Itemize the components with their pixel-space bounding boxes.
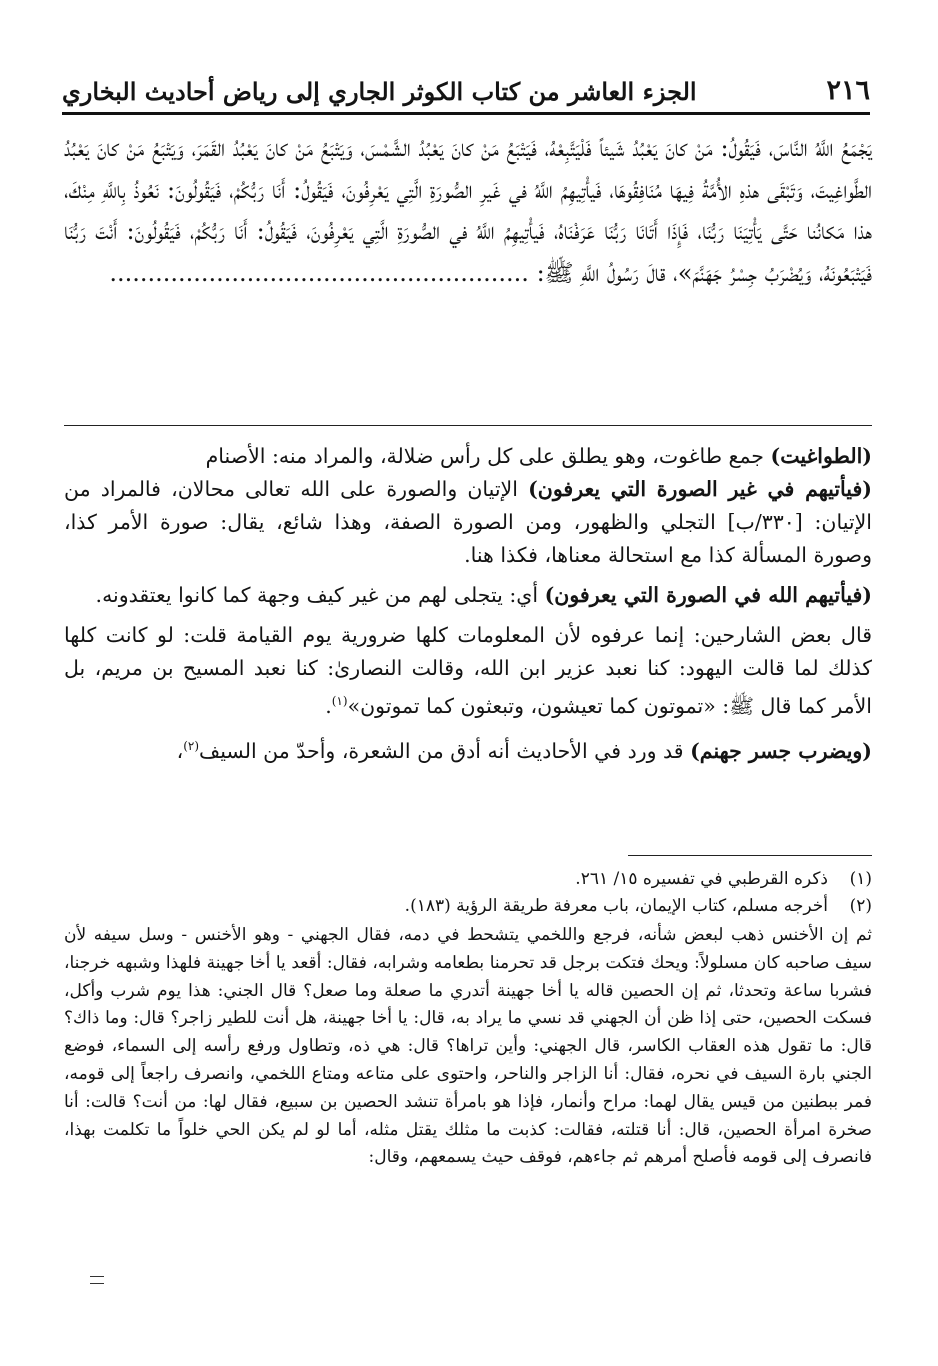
term-heading: (ويضرب جسر جهنم) bbox=[690, 738, 872, 763]
footnotes-block bbox=[64, 866, 872, 1172]
term-heading: (فيأتيهم في غير الصورة التي يعرفون) bbox=[528, 477, 872, 501]
commentary-block bbox=[64, 440, 872, 775]
footnote-text: ذكره القرطبي في تفسيره ١٥/ ٢٦١. bbox=[575, 869, 828, 889]
section-divider bbox=[64, 425, 872, 426]
term-heading: (الطواغيت) bbox=[770, 444, 872, 468]
ellipsis-dots: ....................................................... bbox=[109, 258, 529, 287]
hadith-text-block bbox=[64, 128, 872, 294]
running-title: الجزء العاشر من كتاب الكوثر الجاري إلى رياض أحاديث البخاري bbox=[62, 77, 697, 106]
page-header bbox=[62, 62, 870, 115]
footnote-item bbox=[64, 893, 872, 920]
commentary-paragraph: (فيأتيهم الله في الصورة التي يعرفون) أي: يتجلى لهم من غير كيف وجهة كما كانوا يعتقدونه. bbox=[95, 583, 872, 607]
footnote-body-text: ثم إن الأخنس ذهب لبعض شأنه، فرجع واللخمي يتشحط في دمه، فقال الجهني - وهو الأخنس - وسل سيفه لأن سيف صاحبه كان مسلولاً: ويحك فتكت برجل قد تحرمنا بطعامه وشرابه، فقال: أقعد يا أخا جهينة فلهذا وشبهه خرجنا، فشربا ساعة وتحدثا، ثم إن الحصين قاله يا أخا جهينة أتدري ما صعلة وما صعل؟ قال الجني: هذا يوم شرب وأكل، فسكت الحصين، حتى إذا ظن أن الجهني قد نسي ما يراد به، قال: يا أخا جهينة، هل أنت للطير زاجر؟ قال: وما ذاك؟ قال: ما تقول هذه العقاب الكاسر، قال الجهني: وأين تراها؟ قال: هي ذه، وتطاول ورفع رأسه إلى السماء، فوضع الجني بارة السيف في نحره، فقال: أنا الزاجر والناحر، واحتوى على متاعه ومتاع اللخمي، وانصرف راجعاً إلى قومه، فمر ببطنين من قيس يقال لهما: مراح وأنمار، فإذا هو بامرأة تنشد الحصين بن سبيع، فقال لها: من أنت؟ قالت: أنا صخرة امرأة الحصين، قال: أنا قتلته، فقالت: كذبت ما مثلك يقتل مثله، أما لو لم يكن الحي خلواً ما تكلمت بهذا، فانصرف إلى قومه فأصلح أمرهم ثم جاءهم، فوقف حيث يسمعهم، وقال: bbox=[64, 925, 872, 1168]
footnote-divider bbox=[628, 855, 872, 856]
hadith-text: يَجْمَعُ اللَّهُ النَّاسَ، فَيَقُولُ: مَنْ كانَ يَعْبُدُ شَيئاً فَلْيَتَّبِعْهُ، فَيَتْبَعُ مَنْ كانَ يَعْبُدُ الشَّمْسَ، وَيَتْبَعُ مَنْ كانَ يَعْبُدُ القَمَرَ، وَيَتْبَعُ مَنْ كانَ يَعْبُدُ الطَّواغِيتَ، وَتَبْقَى هذهِ الأُمَّةُ فِيهَا مُنَافِقُوهَا، فَيأْتِيهِمُ اللَّهُ في غَيرِ الصُّورَةِ الَّتِي يَعْرِفُونَ، فَيَقُولُ: أَنَا رَبُّكُمْ، فَيَقُولُونَ: نَعُوذُ بِاللَّهِ مِنْكَ، هذا مَكانُنا حَتَّى يَأْتِيَنَا رَبُّنَا، فَإِذَا أَتَانَا رَبُّنَا عَرَفْنَاهُ، فَيأْتِيهِمُ اللَّهُ في الصُّورَةِ الَّتِي يَعْرِفُونَ، فَيَقُولُ: أَنَا رَبُّكُمْ، فَيَقُولُونَ: أَنْتَ رَبُّنَا فَيَتْبَعُونَهُ، وَيُضْرَبُ جِسْرُ جَهَنَّمَ»، قالَ رَسُولُ اللَّهِ ﷺ: bbox=[64, 134, 872, 287]
page-number: ٢١٦ bbox=[826, 75, 870, 106]
footnote-ref[interactable]: (٢) bbox=[183, 738, 200, 753]
commentary-paragraph: (الطواغيت) جمع طاغوت، وهو يطلق على كل رأس ضلالة، والمراد منه: الأصنام (فيأتيهم في غير الصورة التي يعرفون) الإتيان والصورة على الله تعالى محالان، فالمراد من الإتيان: [٣٣٠/ب] التجلي والظهور، ومن الصورة الصفة، وهذا شائع، يقال: صورة الأمر كذا، وصورة المسألة كذا مع استحالة معناها، فكذا هنا. bbox=[64, 444, 872, 567]
footnote-number: (١) bbox=[849, 869, 872, 889]
footnote-item bbox=[64, 866, 872, 893]
term-heading: (فيأتيهم الله في الصورة التي يعرفون) bbox=[544, 583, 872, 607]
commentary-paragraph: قال بعض الشارحين: إنما عرفوه لأن المعلومات كلها ضرورية يوم القيامة قلت: لو كانت كلها كذلك لما قالت اليهود: كنا نعبد عزير ابن الله، وقالت النصارىٰ: كنا نعبد المسيح بن مريم، بل الأمر كما قال ﷺ: «تموتون كما تعيشون، وتبعثون كما تموتون»$^{(١)}$. bbox=[64, 623, 873, 718]
commentary-paragraph: (ويضرب جسر جهنم) قد ورد في الأحاديث أنه أدق من الشعرة، وأحدّ من السيف$^{(٢)}$، bbox=[176, 738, 872, 763]
continuation-mark bbox=[90, 1276, 104, 1284]
footnote-text: أخرجه مسلم، كتاب الإيمان، باب معرفة طريقة الرؤية (١٨٣). bbox=[404, 896, 828, 916]
footnote-ref[interactable]: (١) bbox=[331, 694, 348, 708]
footnote-number: (٢) bbox=[849, 896, 872, 916]
